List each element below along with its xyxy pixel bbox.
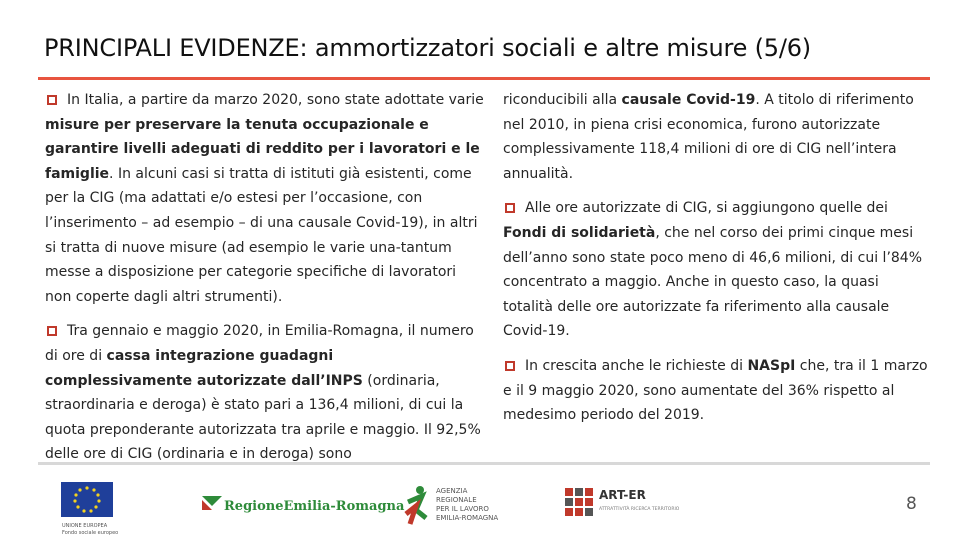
footer-logos bbox=[0, 470, 960, 540]
svg-text:PER IL LAVORO: PER IL LAVORO bbox=[436, 505, 489, 513]
eu-flag-logo bbox=[60, 482, 119, 538]
square-bullet-icon bbox=[47, 95, 57, 105]
left-column bbox=[45, 88, 485, 477]
right-paragraph-1: riconducibili alla causale Covid-19. A titolo di riferimento nel 2010, in piena crisi economica, furono autorizzate complessivamente 118,4 milioni di ore di CIG nell’intera annualità. bbox=[503, 92, 914, 182]
svg-text:AGENZIA: AGENZIA bbox=[436, 487, 468, 495]
right-paragraph-3: In crescita anche le richieste di NASpI che, tra il 1 marzo e il 9 maggio 2020, sono aumentate del 36% rispetto al medesimo periodo del 2019. bbox=[503, 357, 928, 424]
svg-text:REGIONALE: REGIONALE bbox=[436, 496, 477, 504]
right-paragraph-2: Alle ore autorizzate di CIG, si aggiungono quelle dei Fondi di solidarietà, che nel corso dei primi cinque mesi dell’anno sono state poco meno di 46,6 milioni, di cui l’84% concentrato a maggio. Anche in questo caso, la quasi totalità delle ore autorizzate fa riferimento alla causale Covid-19. bbox=[503, 200, 923, 340]
footer-divider bbox=[38, 462, 930, 465]
square-bullet-icon bbox=[47, 326, 57, 336]
square-bullet-icon bbox=[505, 361, 515, 371]
eu-caption-1: UNIONE EUROPEA bbox=[62, 523, 108, 529]
art-er-logo bbox=[563, 484, 680, 528]
svg-text:ART-ER: ART-ER bbox=[599, 488, 646, 502]
right-column bbox=[503, 88, 933, 438]
region-name: RegioneEmilia-Romagna bbox=[224, 499, 405, 514]
svg-text:ATTRATTIVITÀ RICERCA TERRITORI: ATTRATTIVITÀ RICERCA TERRITORIO bbox=[599, 507, 680, 512]
agenzia-lavoro-logo bbox=[402, 484, 502, 528]
slide-title: PRINCIPALI EVIDENZE: ammortizzatori sociali e altre misure (5/6) bbox=[44, 34, 811, 62]
svg-text:EMILIA-ROMAGNA: EMILIA-ROMAGNA bbox=[436, 514, 499, 522]
regione-emilia-romagna-logo bbox=[200, 492, 405, 518]
left-paragraph-1: In Italia, a partire da marzo 2020, sono state adottate varie misure per preservare la tenuta occupazionale e garantire livelli adeguati di reddito per i lavoratori e le famiglie. In alcuni casi si tratta di istituti già esistenti, come per la CIG (ma adattati e/o estesi per l’occasione, con l’inserimento – ad esempio – di una causale Covid-19), in altri si tratta di nuove misure (ad esempio le varie una-tantum messe a disposizione per categorie specifiche di lavoratori non coperte dagli altri strumenti). bbox=[45, 92, 484, 305]
square-bullet-icon bbox=[505, 203, 515, 213]
page-number: 8 bbox=[906, 494, 917, 514]
title-underline bbox=[38, 77, 930, 80]
left-paragraph-2: Tra gennaio e maggio 2020, in Emilia-Romagna, il numero di ore di cassa integrazione guadagni complessivamente autorizzate dall’INPS (ordinaria, straordinaria e deroga) è stato pari a 136,4 milioni, di cui la quota preponderante autorizzata tra aprile e maggio. Il 92,5% delle ore di CIG (ordinaria e in deroga) sono bbox=[45, 323, 481, 463]
eu-caption-2: Fondo sociale europeo bbox=[62, 530, 119, 536]
